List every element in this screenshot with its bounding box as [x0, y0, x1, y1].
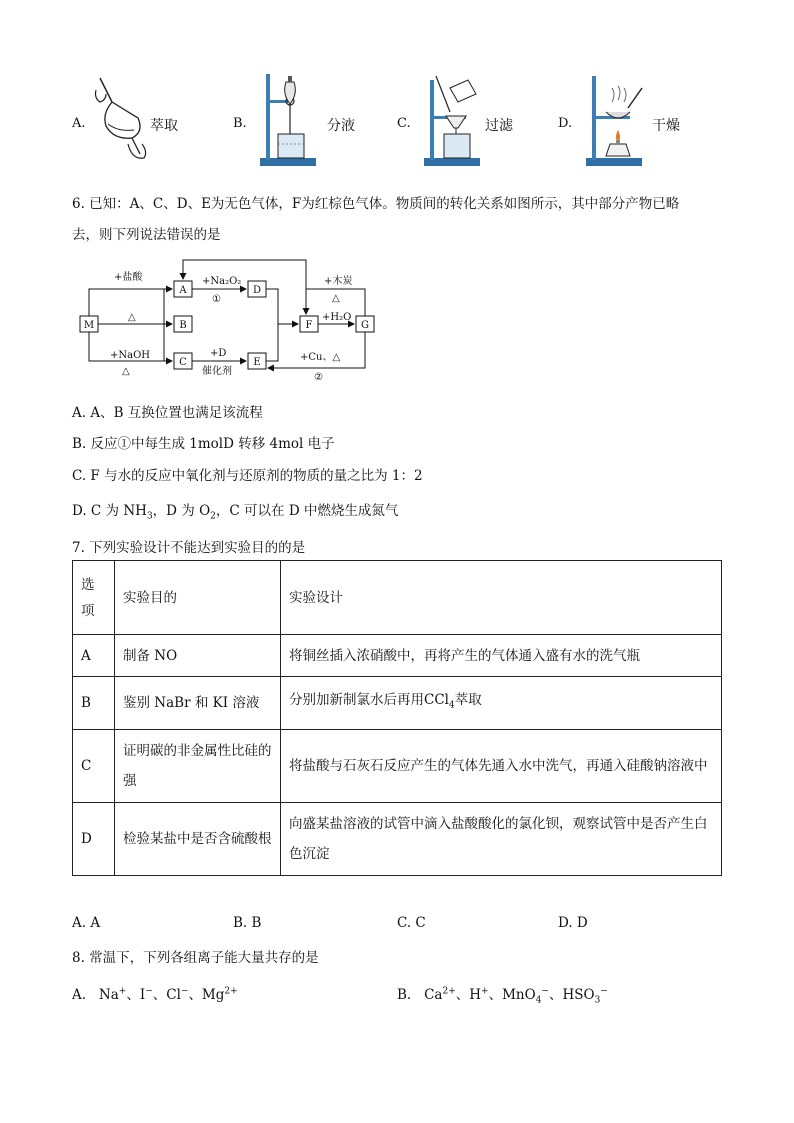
- formula-nh3: $NH_3$: [123, 503, 153, 522]
- q6-transformation-diagram: [78, 256, 388, 386]
- q6-option-d-mid: ，D 为: [152, 503, 195, 519]
- separatory-funnel-stand-icon: [256, 70, 320, 168]
- q8-option-a-letter: A.: [72, 987, 87, 1003]
- q6-option-d-suffix: ，C 可以在 D 中燃烧生成氮气: [215, 503, 399, 519]
- table-header-row: [73, 561, 722, 635]
- label-catalyst: 催化剂: [202, 366, 232, 377]
- node-d: D: [252, 285, 262, 296]
- label-na2o2: +Na₂O₂: [202, 276, 242, 287]
- row-option: C: [73, 730, 115, 803]
- option-letter-b: B.: [233, 116, 247, 131]
- node-g: G: [361, 320, 369, 331]
- q6-stem-line1: 6. 已知：A、C、D、E为无色气体，F为红棕色气体。物质间的转化关系如图所示，其中部分产物已略: [72, 196, 680, 212]
- label-heat-mb: △: [128, 312, 136, 323]
- node-c: C: [179, 357, 187, 368]
- label-plus-d: +D: [210, 348, 227, 359]
- table-row: [73, 803, 722, 876]
- formula-o2: $O_2$: [199, 503, 216, 522]
- q7-answer-b: B. B: [233, 915, 262, 931]
- q7-answer-a: A. A: [72, 915, 101, 931]
- label-charcoal: +木炭: [324, 276, 353, 287]
- table-row: [73, 635, 722, 677]
- formula-ccl4: CCl$_4$: [424, 692, 455, 711]
- q6-option-c: C. F 与水的反应中氧化剂与还原剂的物质的量之比为 1：2: [72, 468, 423, 484]
- header-design: 实验设计: [281, 561, 722, 635]
- row-design: 分别加新制氯水后再用CCl$_4$萃取: [281, 677, 722, 730]
- q7-answer-c: C. C: [397, 915, 426, 931]
- label-naoh: +NaOH: [110, 350, 151, 361]
- row-design: 向盛某盐溶液的试管中滴入盐酸酸化的氯化钡，观察试管中是否产生白色沉淀: [281, 803, 722, 876]
- node-e: E: [253, 357, 261, 368]
- q6-option-d: [72, 499, 398, 522]
- q6-option-a: A. A、B 互换位置也满足该流程: [72, 405, 263, 421]
- node-a: A: [179, 285, 187, 296]
- q7-stem: 7. 下列实验设计不能达到实验目的的是: [72, 540, 306, 556]
- option-label-filtration: 过滤: [485, 118, 513, 134]
- label-charcoal-heat: △: [332, 293, 340, 304]
- evaporating-dish-burner-icon: [582, 72, 646, 168]
- q8-option-a: A. Na+、I−、Cl−、$Mg^{2+}$: [72, 986, 238, 1003]
- node-b: B: [179, 320, 187, 331]
- header-purpose: 实验目的: [115, 561, 281, 635]
- option-label-separation: 分液: [327, 118, 355, 134]
- q8-option-b-letter: B.: [397, 987, 412, 1003]
- q6-option-b: B. 反应①中每生成 1molD 转移 4mol 电子: [72, 436, 335, 452]
- q7-answer-d: D. D: [558, 915, 588, 931]
- row-purpose: 检验某盐中是否含硫酸根: [115, 803, 281, 876]
- label-naoh-heat: △: [122, 366, 130, 377]
- row-option: B: [73, 677, 115, 730]
- filtration-funnel-icon: [420, 72, 484, 168]
- option-letter-a: A.: [72, 116, 86, 131]
- option-label-drying: 干燥: [652, 118, 680, 134]
- separatory-funnel-shaking-icon: [92, 74, 152, 166]
- row-option: D: [73, 803, 115, 876]
- label-hcl: +盐酸: [114, 272, 143, 283]
- label-step1: ①: [212, 294, 221, 305]
- row-purpose: 证明碳的非金属性比硅的强: [115, 730, 281, 803]
- option-label-extraction: 萃取: [150, 118, 178, 134]
- q8-option-b: B. $Ca^{2+}$、H+、MnO$_4$−、$HSO_3^-$: [397, 986, 608, 1006]
- table-row: [73, 730, 722, 803]
- row-purpose: 制备 NO: [115, 635, 281, 677]
- row-design: 将盐酸与石灰石反应产生的气体先通入水中洗气，再通入硅酸钠溶液中: [281, 730, 722, 803]
- node-m: M: [83, 320, 95, 331]
- label-cu: +Cu、△: [300, 352, 341, 363]
- label-step2: ②: [314, 372, 323, 383]
- row-design: 将铜丝插入浓硝酸中，再将产生的气体通入盛有水的洗气瓶: [281, 635, 722, 677]
- header-option: 选项: [73, 561, 115, 635]
- q8-stem: 8. 常温下，下列各组离子能大量共存的是: [72, 950, 319, 966]
- row-option: A: [73, 635, 115, 677]
- option-letter-c: C.: [397, 116, 411, 131]
- q7-table: [72, 560, 722, 876]
- row-purpose: 鉴别 NaBr 和 KI 溶液: [115, 677, 281, 730]
- q6-stem-line2: 去，则下列说法错误的是: [72, 227, 221, 243]
- label-h2o: +H₂O: [322, 312, 352, 323]
- node-f: F: [305, 320, 313, 331]
- q6-option-d-prefix: D. C 为: [72, 503, 120, 519]
- option-letter-d: D.: [558, 116, 573, 131]
- table-row: [73, 677, 722, 730]
